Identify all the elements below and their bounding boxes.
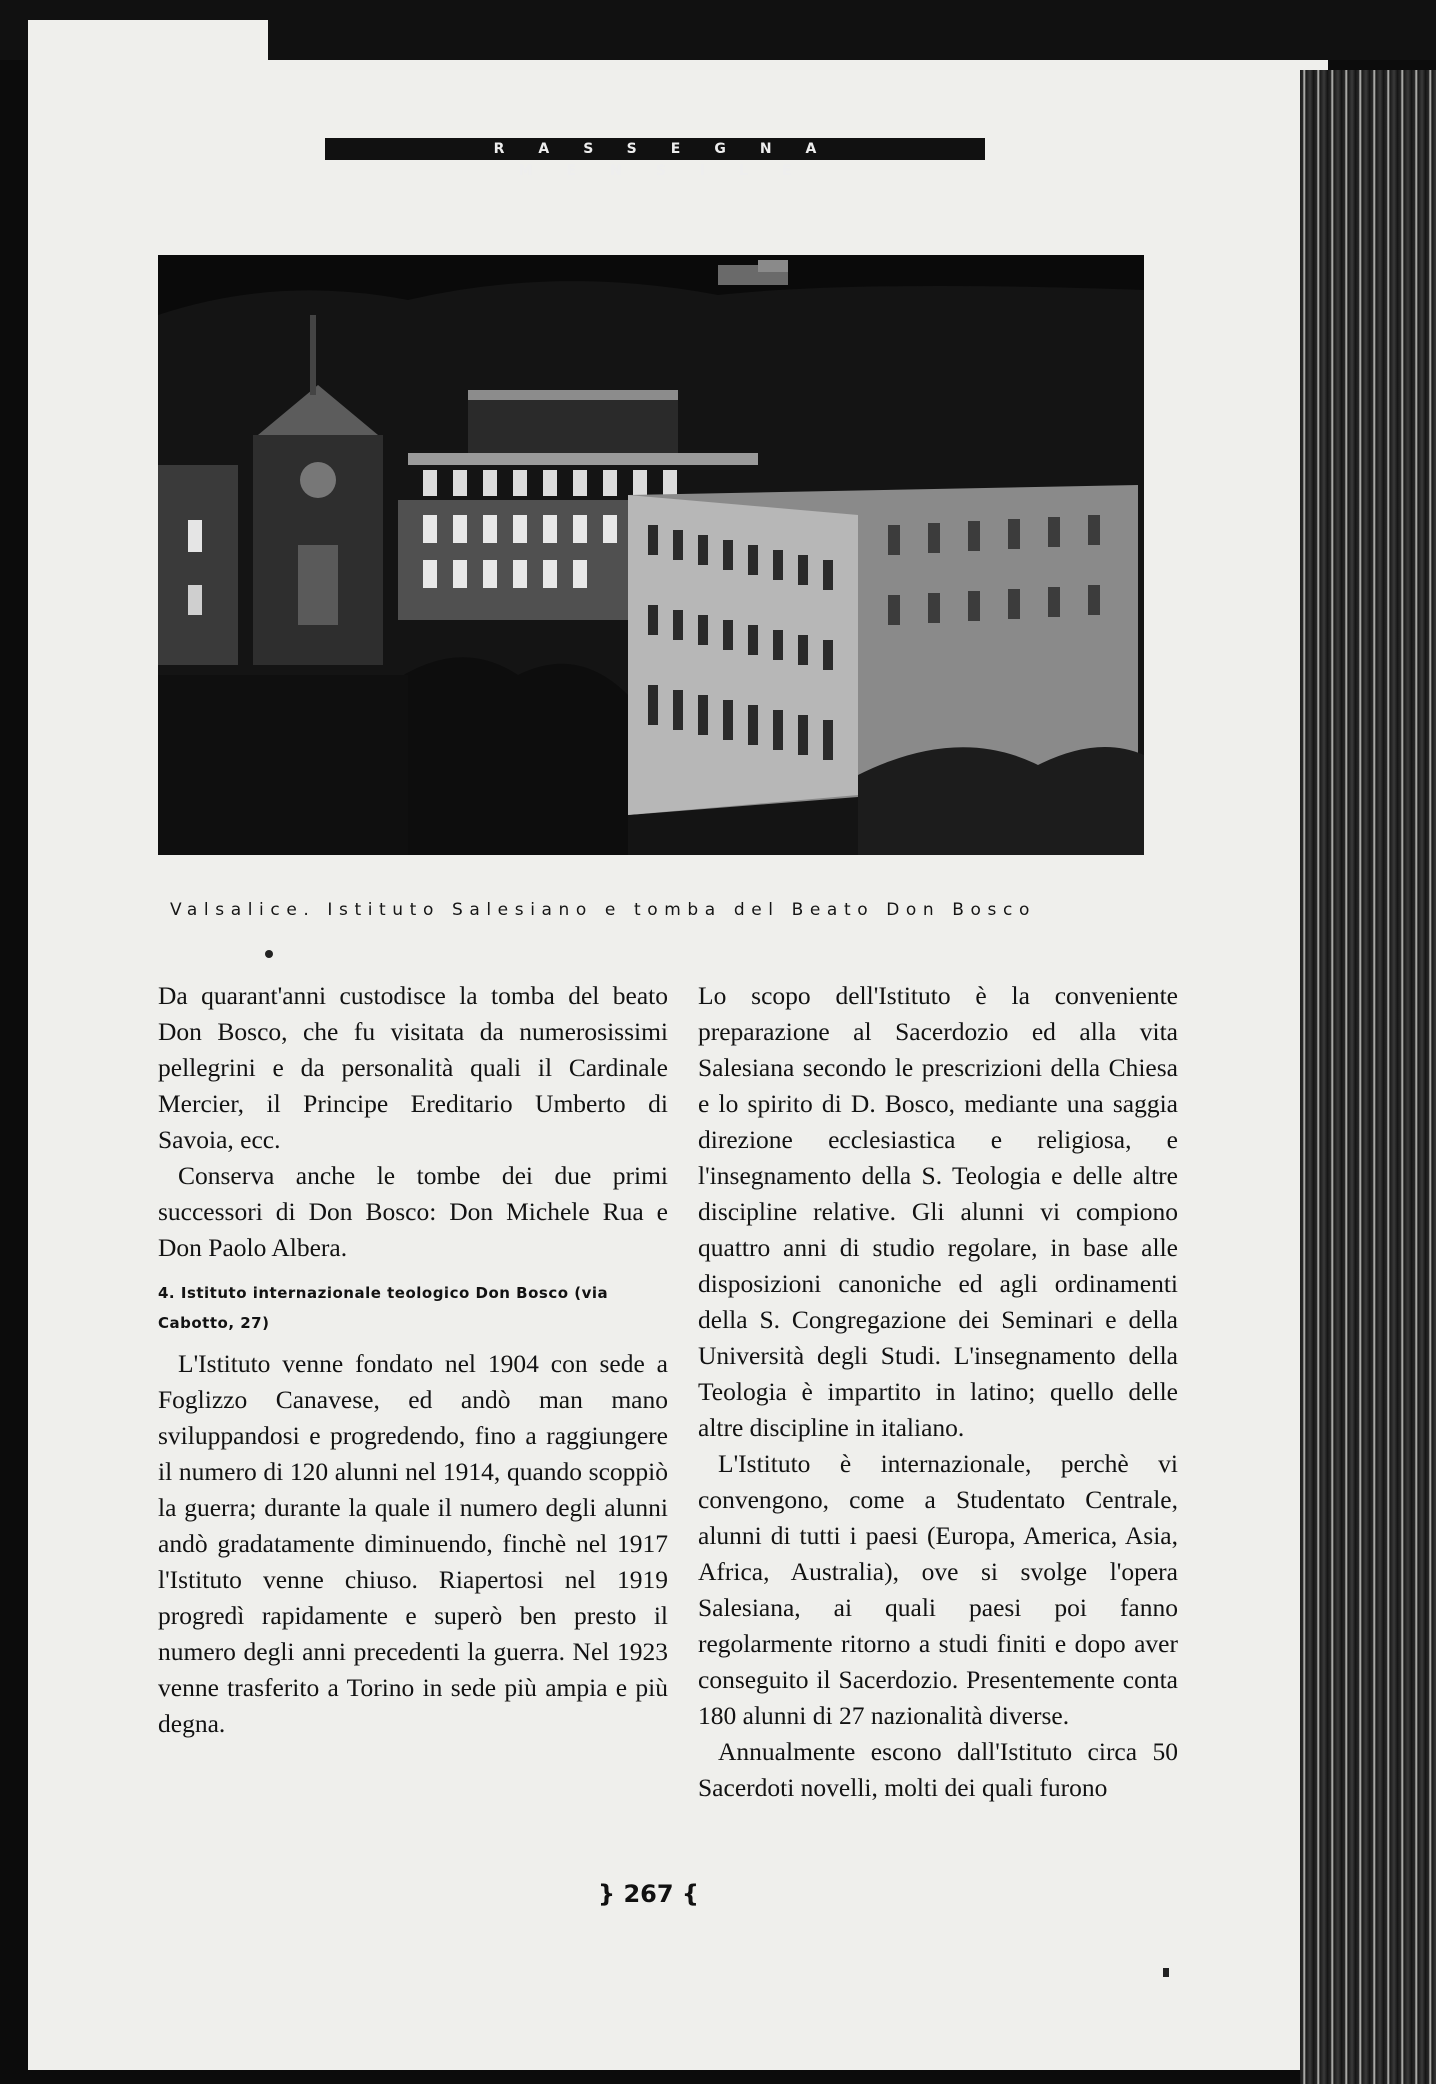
paragraph: Lo scopo dell'Istituto è la conveniente preparazione al Sacerdozio ed alla vita Salesiana secondo le prescrizioni della Chiesa e lo spirito di D. Bosco, mediante una saggia direzione ecclesiastica e religiosa, e l'insegnamento della S. Teologia e delle altre discipline relative. Gli alunni vi compiono quattro anni di studio regolare, in base alle disposizioni canoniche ed agli ordinamenti della S. Congregazione dei Seminari e della Università degli Studi. L'insegnamento della Teologia è impartito in latino; quello delle altre discipline in italiano. [698, 981, 1178, 1442]
photo-valsalice-institute [158, 255, 1144, 855]
left-column [158, 978, 668, 1742]
right-column [698, 978, 1178, 1806]
paragraph: Da quarant'anni custodisce la tomba del beato Don Bosco, che fu visitata da numerosissimi pellegrini e da personalità quali il Cardinale Mercier, il Principe Ereditario Umberto di Savoia, ecc. [158, 981, 668, 1154]
book-page-edges [1300, 70, 1436, 2084]
paragraph: L'Istituto venne fondato nel 1904 con sede a Foglizzo Canavese, ed andò man mano sviluppandosi e progredendo, fino a raggiungere il numero di 120 alunni nel 1914, quando scoppiò la guerra; durante la quale il numero degli alunni andò gradatamente diminuendo, finchè nel 1917 l'Istituto venne chiuso. Riapertosi nel 1919 progredì rapidamente e superò ben presto il numero degli anni precedenti la guerra. Nel 1923 venne trasferito a Torino in sede più ampia e più degna. [158, 1349, 668, 1738]
photo-caption: Valsalice. Istituto Salesiano e tomba del Beato Don Bosco [170, 900, 1036, 920]
paragraph: Conserva anche le tombe dei due primi successori di Don Bosco: Don Michele Rua e Don Paolo Albera. [158, 1161, 668, 1262]
paragraph: Annualmente escono dall'Istituto circa 50 Sacerdoti novelli, molti dei quali furono [698, 1737, 1178, 1802]
paragraph: L'Istituto è internazionale, perchè vi convengono, come a Studentato Centrale, alunni di tutti i paesi (Europa, America, Asia, Africa, Australia), ove si svolge l'opera Salesiana, ai quali paesi poi fanno regolarmente ritorno a studi finiti e dopo aver conseguito il Sacerdozio. Presentemente conta 180 alunni di 27 nazionalità diverse. [698, 1449, 1178, 1730]
running-header: RASSEGNA MENSILE [325, 138, 985, 160]
margin-mark [1163, 1968, 1169, 1977]
page-corner [28, 20, 268, 70]
bullet-mark [265, 950, 273, 958]
section-heading: 4. Istituto internazionale teologico Don Bosco (via Cabotto, 27) [158, 1284, 609, 1332]
page-number: } 267 { [598, 1880, 699, 1908]
